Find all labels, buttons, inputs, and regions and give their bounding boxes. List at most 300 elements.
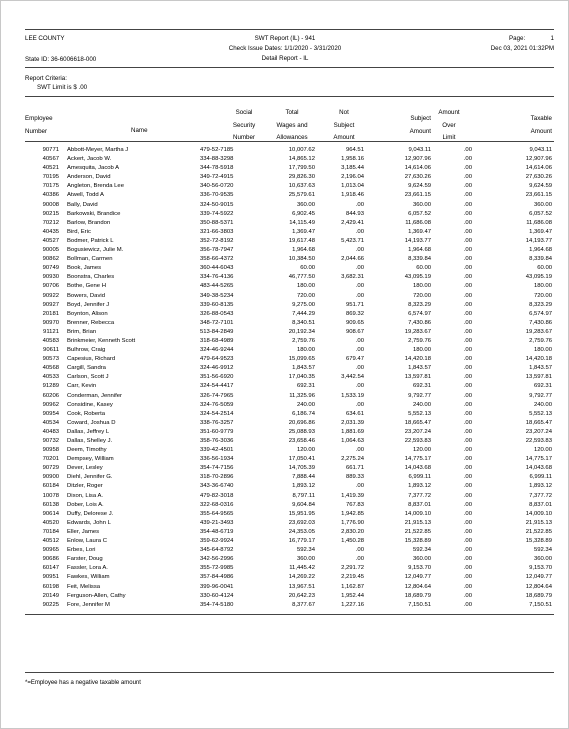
taxable-amount: 12,804.64 bbox=[525, 583, 552, 590]
taxable-amount: 6,057.52 bbox=[529, 210, 552, 217]
employee-number: 90962 bbox=[42, 401, 59, 408]
subject-amount: 14,614.06 bbox=[404, 165, 431, 172]
amount-over-limit: .00 bbox=[463, 410, 472, 417]
not-subject-amount: 679.47 bbox=[345, 356, 364, 363]
not-subject-amount: 2,830.20 bbox=[341, 528, 364, 535]
col-header-taxable: Taxable Amount bbox=[530, 115, 552, 135]
ssn: 318-68-4989 bbox=[200, 337, 234, 344]
employee-name: Carr, Kevin bbox=[67, 383, 97, 390]
table-row bbox=[25, 537, 554, 546]
employee-number: 90749 bbox=[42, 265, 59, 272]
not-subject-amount: 1,227.16 bbox=[341, 601, 364, 608]
table-row bbox=[25, 228, 554, 237]
employee-number: 70201 bbox=[42, 456, 59, 463]
employee-name: Anderson, David bbox=[67, 174, 111, 181]
total-wages: 8,797.11 bbox=[292, 492, 315, 499]
not-subject-amount: 2,219.45 bbox=[341, 574, 364, 581]
not-subject-amount: 2,429.41 bbox=[341, 219, 364, 226]
employee-name: Abbott-Meyer, Martha J bbox=[67, 147, 129, 153]
employee-name: Diehl, Jennifer G. bbox=[67, 474, 113, 481]
subject-amount: 2,759.76 bbox=[408, 337, 431, 344]
header-top-rule bbox=[25, 29, 554, 30]
subject-amount: 592.34 bbox=[412, 547, 431, 554]
print-timestamp: Dec 03, 2021 01:32PM bbox=[490, 45, 554, 52]
subject-amount: 720.00 bbox=[412, 292, 431, 299]
taxable-amount: 23,661.15 bbox=[525, 192, 552, 199]
total-wages: 180.00 bbox=[296, 283, 315, 290]
subject-amount: 14,193.77 bbox=[404, 237, 431, 244]
employee-number: 90573 bbox=[42, 356, 59, 363]
subject-amount: 6,574.97 bbox=[408, 310, 431, 317]
not-subject-amount: 2,044.66 bbox=[341, 256, 364, 263]
amount-over-limit: .00 bbox=[463, 428, 472, 435]
total-wages: 9,604.84 bbox=[292, 501, 315, 508]
not-subject-amount: 889.33 bbox=[345, 474, 364, 481]
table-row bbox=[25, 455, 554, 464]
table-row bbox=[25, 201, 554, 210]
employee-number: 20181 bbox=[42, 310, 59, 317]
not-subject-amount: 1,952.44 bbox=[341, 592, 364, 599]
taxable-amount: 19,283.67 bbox=[525, 328, 552, 335]
ssn: 324-46-9244 bbox=[200, 347, 234, 354]
employee-name: Atwell, Todd A bbox=[67, 192, 104, 199]
total-wages: 15,099.65 bbox=[288, 356, 315, 363]
employee-number: 90958 bbox=[42, 447, 59, 454]
footer-rule bbox=[25, 672, 554, 673]
ssn: 334-76-4136 bbox=[200, 274, 234, 281]
total-wages: 1,369.47 bbox=[292, 228, 315, 235]
employee-number: 90954 bbox=[42, 410, 59, 417]
employee-number: 90927 bbox=[42, 301, 59, 308]
ssn: 350-88-5371 bbox=[200, 219, 234, 226]
ssn: 340-56-0720 bbox=[200, 183, 234, 190]
total-wages: 720.00 bbox=[296, 292, 315, 299]
subject-amount: 60.00 bbox=[416, 265, 431, 272]
col-header-total-wages: Total Wages and Allowances bbox=[276, 109, 308, 141]
subject-amount: 23,661.15 bbox=[404, 192, 431, 199]
amount-over-limit: .00 bbox=[463, 328, 472, 335]
total-wages: 8,340.51 bbox=[292, 319, 315, 326]
total-wages: 10,007.62 bbox=[288, 147, 315, 153]
not-subject-amount: 1,533.19 bbox=[341, 392, 364, 399]
total-wages: 692.31 bbox=[296, 383, 315, 390]
amount-over-limit: .00 bbox=[463, 447, 472, 454]
ssn: 321-66-3803 bbox=[200, 228, 234, 235]
total-wages: 360.00 bbox=[296, 201, 315, 208]
ssn: 351-60-9779 bbox=[200, 428, 234, 435]
amount-over-limit: .00 bbox=[463, 583, 472, 590]
ssn: 358-76-3036 bbox=[200, 438, 234, 444]
employee-name: Bollman, Carmen bbox=[67, 256, 113, 263]
amount-over-limit: .00 bbox=[463, 183, 472, 190]
taxable-amount: 12,907.96 bbox=[525, 156, 552, 163]
subject-amount: 23,207.24 bbox=[404, 428, 431, 435]
employee-name: Deem, Timothy bbox=[67, 447, 107, 454]
taxable-amount: 7,150.51 bbox=[529, 601, 552, 608]
employee-name: Bulhrow, Craig bbox=[67, 347, 106, 354]
org-name: LEE COUNTY bbox=[25, 35, 65, 42]
taxable-amount: 22,593.83 bbox=[525, 438, 552, 444]
taxable-amount: 180.00 bbox=[533, 347, 552, 354]
table-row bbox=[25, 564, 554, 573]
not-subject-amount: 1,013.04 bbox=[341, 183, 364, 190]
ssn: 322-68-0316 bbox=[200, 501, 234, 508]
employee-number: 40386 bbox=[42, 192, 59, 199]
employee-name: Edwards, John L bbox=[67, 519, 111, 526]
table-row bbox=[25, 319, 554, 328]
employee-number: 91289 bbox=[42, 383, 59, 390]
subject-amount: 180.00 bbox=[412, 283, 431, 290]
employee-name: Dever, Lesley bbox=[67, 465, 103, 472]
table-row bbox=[25, 255, 554, 264]
employee-number: 90729 bbox=[42, 465, 59, 472]
not-subject-amount: 634.61 bbox=[345, 410, 364, 417]
table-row bbox=[25, 355, 554, 364]
ssn: 339-60-8135 bbox=[200, 301, 234, 308]
table-row bbox=[25, 282, 554, 291]
employee-number: 70212 bbox=[42, 219, 59, 226]
employee-name: Duffy, Delorese J. bbox=[67, 510, 114, 517]
taxable-amount: 27,630.26 bbox=[525, 174, 552, 181]
employee-number: 90965 bbox=[42, 547, 59, 554]
table-row bbox=[25, 328, 554, 337]
ssn: 359-62-9924 bbox=[200, 538, 234, 545]
total-wages: 60.00 bbox=[300, 265, 315, 272]
total-wages: 1,893.12 bbox=[292, 483, 315, 490]
employee-name: Boonstra, Charles bbox=[67, 274, 115, 281]
employee-name: Brenner, Rebecca bbox=[67, 319, 115, 326]
amount-over-limit: .00 bbox=[463, 556, 472, 563]
employee-name: Bird, Eric bbox=[67, 228, 91, 235]
employee-number: 70184 bbox=[42, 528, 59, 535]
employee-name: Barkowski, Brandice bbox=[67, 210, 121, 217]
employee-name: Book, James bbox=[67, 265, 102, 272]
table-row bbox=[25, 446, 554, 455]
taxable-amount: 43,095.19 bbox=[525, 274, 552, 281]
table-row bbox=[25, 191, 554, 200]
table-row bbox=[25, 273, 554, 282]
employee-name: Considine, Kasey bbox=[67, 401, 113, 408]
table-row bbox=[25, 164, 554, 173]
not-subject-amount: 1,958.16 bbox=[341, 156, 364, 163]
table-row bbox=[25, 373, 554, 382]
employee-number: 40534 bbox=[42, 419, 59, 426]
not-subject-amount: .00 bbox=[355, 201, 364, 208]
ssn: 343-36-6740 bbox=[200, 483, 234, 490]
amount-over-limit: .00 bbox=[463, 528, 472, 535]
ssn: 324-50-9015 bbox=[200, 201, 234, 208]
table-row bbox=[25, 437, 554, 446]
taxable-amount: 1,964.68 bbox=[529, 247, 552, 254]
table-row bbox=[25, 382, 554, 391]
amount-over-limit: .00 bbox=[463, 519, 472, 526]
taxable-amount: 2,759.76 bbox=[529, 337, 552, 344]
amount-over-limit: .00 bbox=[463, 456, 472, 463]
employee-number: 60184 bbox=[42, 483, 59, 490]
ssn: 355-72-9985 bbox=[200, 565, 234, 572]
subject-amount: 14,043.68 bbox=[404, 465, 431, 472]
amount-over-limit: .00 bbox=[463, 538, 472, 545]
taxable-amount: 6,574.97 bbox=[529, 310, 552, 317]
total-wages: 23,658.46 bbox=[288, 438, 315, 444]
subject-amount: 9,043.11 bbox=[408, 147, 431, 153]
table-row bbox=[25, 173, 554, 182]
total-wages: 15,951.95 bbox=[288, 510, 315, 517]
total-wages: 20,192.34 bbox=[288, 328, 315, 335]
total-wages: 20,642.23 bbox=[288, 592, 315, 599]
not-subject-amount: 2,275.24 bbox=[341, 456, 364, 463]
table-row bbox=[25, 482, 554, 491]
ssn: 334-88-3298 bbox=[200, 156, 234, 163]
table-row bbox=[25, 410, 554, 419]
subject-amount: 9,792.77 bbox=[408, 392, 431, 399]
subject-amount: 8,339.84 bbox=[408, 256, 431, 263]
table-row bbox=[25, 428, 554, 437]
taxable-amount: 14,009.10 bbox=[525, 510, 552, 517]
not-subject-amount: 869.32 bbox=[345, 310, 364, 317]
ssn: 330-60-4124 bbox=[200, 592, 234, 599]
subject-amount: 15,328.89 bbox=[404, 538, 431, 545]
employee-number: 40533 bbox=[42, 374, 59, 381]
employee-name: Dallas, Jeffrey L bbox=[67, 428, 110, 435]
ssn: 344-78-5918 bbox=[200, 165, 234, 172]
taxable-amount: 11,686.08 bbox=[526, 219, 552, 226]
total-wages: 240.00 bbox=[296, 401, 315, 408]
amount-over-limit: .00 bbox=[463, 292, 472, 299]
total-wages: 10,384.50 bbox=[288, 256, 315, 263]
table-end-rule bbox=[25, 614, 554, 615]
report-criteria-label: Report Criteria: bbox=[25, 75, 67, 82]
amount-over-limit: .00 bbox=[463, 474, 472, 481]
total-wages: 11,445.42 bbox=[289, 565, 315, 572]
table-row bbox=[25, 519, 554, 528]
subject-amount: 692.31 bbox=[412, 383, 431, 390]
not-subject-amount: 2,291.72 bbox=[341, 565, 364, 572]
col-header-over-limit: Amount Over Limit bbox=[438, 109, 460, 141]
taxable-amount: 592.34 bbox=[533, 547, 552, 554]
table-row bbox=[25, 573, 554, 582]
total-wages: 7,444.29 bbox=[292, 310, 315, 317]
footer-note: *=Employee has a negative taxable amount bbox=[25, 680, 141, 686]
not-subject-amount: .00 bbox=[355, 556, 364, 563]
employee-number: 90686 bbox=[42, 556, 59, 563]
employee-number: 90930 bbox=[42, 274, 59, 281]
taxable-amount: 5,552.13 bbox=[529, 410, 552, 417]
total-wages: 24,353.05 bbox=[288, 528, 315, 535]
amount-over-limit: .00 bbox=[463, 337, 472, 344]
amount-over-limit: .00 bbox=[463, 210, 472, 217]
employee-name: Barlow, Brandon bbox=[67, 219, 111, 226]
employee-number: 10078 bbox=[42, 492, 59, 499]
taxable-amount: 18,665.47 bbox=[525, 419, 552, 426]
ssn: 345-64-8792 bbox=[200, 547, 234, 554]
table-row bbox=[25, 210, 554, 219]
total-wages: 10,637.63 bbox=[288, 183, 315, 190]
taxable-amount: 1,369.47 bbox=[529, 228, 552, 235]
table-row bbox=[25, 146, 554, 155]
total-wages: 2,759.76 bbox=[292, 337, 315, 344]
taxable-amount: 23,207.24 bbox=[525, 428, 552, 435]
employee-name: Eller, James bbox=[67, 528, 100, 535]
employee-name: Boynton, Alison bbox=[67, 310, 108, 317]
subject-amount: 9,624.59 bbox=[408, 183, 431, 190]
employee-name: Conderman, Jennifer bbox=[67, 392, 123, 399]
total-wages: 29,826.30 bbox=[288, 174, 315, 181]
employee-name: Brinkmeier, Kenneth Scott bbox=[67, 337, 136, 344]
employee-number: 90706 bbox=[42, 283, 59, 290]
ssn: 318-70-2896 bbox=[200, 474, 234, 481]
table-row bbox=[25, 264, 554, 273]
subject-amount: 9,153.70 bbox=[408, 565, 431, 572]
table-row bbox=[25, 492, 554, 501]
subject-amount: 7,377.72 bbox=[408, 492, 431, 499]
subject-amount: 240.00 bbox=[412, 401, 431, 408]
taxable-amount: 14,775.17 bbox=[525, 456, 552, 463]
taxable-amount: 9,153.70 bbox=[529, 565, 552, 572]
taxable-amount: 9,043.11 bbox=[529, 147, 552, 153]
not-subject-amount: 1,450.28 bbox=[341, 538, 364, 545]
ssn: 324-46-9912 bbox=[200, 365, 234, 372]
ssn: 326-74-7965 bbox=[200, 392, 234, 399]
subject-amount: 1,843.57 bbox=[408, 365, 431, 372]
employee-number: 40583 bbox=[42, 337, 59, 344]
employee-number: 90900 bbox=[42, 474, 59, 481]
amount-over-limit: .00 bbox=[463, 465, 472, 472]
table-row bbox=[25, 510, 554, 519]
not-subject-amount: 951.71 bbox=[345, 301, 364, 308]
total-wages: 23,692.03 bbox=[288, 519, 315, 526]
amount-over-limit: .00 bbox=[463, 601, 472, 608]
subject-amount: 7,430.86 bbox=[408, 319, 431, 326]
employee-number: 70195 bbox=[42, 174, 59, 181]
ssn: 356-78-7947 bbox=[200, 247, 234, 254]
not-subject-amount: 1,942.85 bbox=[341, 510, 364, 517]
total-wages: 16,779.17 bbox=[288, 538, 315, 545]
total-wages: 11,325.96 bbox=[289, 392, 315, 399]
not-subject-amount: .00 bbox=[355, 337, 364, 344]
not-subject-amount: .00 bbox=[355, 547, 364, 554]
not-subject-amount: 1,064.63 bbox=[341, 438, 364, 444]
ssn: 348-72-7101 bbox=[200, 319, 234, 326]
not-subject-amount: 2,196.04 bbox=[341, 174, 364, 181]
amount-over-limit: .00 bbox=[463, 283, 472, 290]
amount-over-limit: .00 bbox=[463, 401, 472, 408]
total-wages: 46,777.50 bbox=[288, 274, 315, 281]
amount-over-limit: .00 bbox=[463, 356, 472, 363]
employee-number: 60198 bbox=[42, 583, 59, 590]
table-row bbox=[25, 292, 554, 301]
total-wages: 592.34 bbox=[296, 547, 315, 554]
amount-over-limit: .00 bbox=[463, 274, 472, 281]
col-header-employee-number: Employee Number bbox=[25, 115, 53, 135]
employee-number: 90614 bbox=[42, 510, 59, 517]
taxable-amount: 8,837.01 bbox=[529, 501, 552, 508]
taxable-amount: 14,043.68 bbox=[525, 465, 552, 472]
amount-over-limit: .00 bbox=[463, 174, 472, 181]
report-subtitle: Detail Report - IL bbox=[261, 55, 309, 62]
employee-name: Feit, Melissa bbox=[67, 583, 101, 590]
employee-number: 40435 bbox=[42, 228, 59, 235]
taxable-amount: 12,049.77 bbox=[525, 574, 552, 581]
amount-over-limit: .00 bbox=[463, 219, 472, 226]
amount-over-limit: .00 bbox=[463, 310, 472, 317]
not-subject-amount: 964.51 bbox=[345, 147, 364, 153]
total-wages: 120.00 bbox=[296, 447, 315, 454]
total-wages: 1,843.57 bbox=[292, 365, 315, 372]
ssn: 349-38-5234 bbox=[200, 292, 234, 299]
state-id: State ID: 36-6006618-000 bbox=[25, 56, 97, 63]
amount-over-limit: .00 bbox=[463, 237, 472, 244]
taxable-amount: 1,843.57 bbox=[529, 365, 552, 372]
subject-amount: 1,893.12 bbox=[408, 483, 431, 490]
employee-name: Erbes, Lori bbox=[67, 547, 96, 554]
employee-name: Capesius, Richard bbox=[67, 356, 116, 363]
amount-over-limit: .00 bbox=[463, 492, 472, 499]
not-subject-amount: .00 bbox=[355, 447, 364, 454]
table-row bbox=[25, 237, 554, 246]
employee-number: 90611 bbox=[43, 347, 59, 354]
employee-number: 90732 bbox=[42, 438, 59, 444]
taxable-amount: 21,522.85 bbox=[525, 528, 552, 535]
taxable-amount: 21,915.13 bbox=[525, 519, 552, 526]
total-wages: 14,865.12 bbox=[288, 156, 315, 163]
subject-amount: 120.00 bbox=[412, 447, 431, 454]
total-wages: 17,040.35 bbox=[288, 374, 315, 381]
amount-over-limit: .00 bbox=[463, 156, 472, 163]
employee-name: Dixon, Lisa A. bbox=[67, 492, 104, 499]
subject-amount: 1,369.47 bbox=[408, 228, 431, 235]
not-subject-amount: .00 bbox=[355, 401, 364, 408]
employee-number: 70175 bbox=[42, 183, 59, 190]
taxable-amount: 9,624.59 bbox=[529, 183, 552, 190]
amount-over-limit: .00 bbox=[463, 483, 472, 490]
check-issue-dates: Check Issue Dates: 1/1/2020 - 3/31/2020 bbox=[228, 45, 342, 52]
employee-name: Bowers, David bbox=[67, 292, 105, 299]
employee-number: 90922 bbox=[42, 292, 59, 299]
not-subject-amount: 2,031.39 bbox=[341, 419, 364, 426]
not-subject-amount: .00 bbox=[355, 347, 364, 354]
employee-number: 90862 bbox=[42, 256, 59, 263]
total-wages: 8,377.67 bbox=[292, 601, 315, 608]
employee-name: Ferguson-Allen, Cathy bbox=[67, 592, 126, 599]
not-subject-amount: 1,881.69 bbox=[341, 428, 364, 435]
table-row bbox=[25, 473, 554, 482]
employee-number: 60206 bbox=[42, 392, 59, 399]
table-row bbox=[25, 583, 554, 592]
employee-name: Dober, Lois A. bbox=[67, 501, 104, 508]
employee-name: Bally, David bbox=[67, 201, 98, 208]
taxable-amount: 120.00 bbox=[533, 447, 552, 454]
ssn: 479-82-3018 bbox=[200, 492, 234, 499]
employee-name: Dempsey, William bbox=[67, 456, 114, 463]
taxable-amount: 8,339.84 bbox=[529, 256, 552, 263]
taxable-amount: 15,328.89 bbox=[525, 538, 552, 545]
subject-amount: 11,686.08 bbox=[405, 219, 431, 226]
amount-over-limit: .00 bbox=[463, 301, 472, 308]
table-row bbox=[25, 592, 554, 601]
total-wages: 14,269.22 bbox=[288, 574, 315, 581]
subject-amount: 14,420.18 bbox=[404, 356, 431, 363]
page-number: 1 bbox=[550, 35, 554, 42]
employee-name: Boyd, Jennifer J bbox=[67, 301, 110, 308]
subject-amount: 360.00 bbox=[412, 556, 431, 563]
ssn: 358-66-4372 bbox=[200, 256, 234, 263]
amount-over-limit: .00 bbox=[463, 383, 472, 390]
subject-amount: 7,150.51 bbox=[408, 601, 431, 608]
table-row bbox=[25, 337, 554, 346]
employee-number: 40520 bbox=[42, 519, 59, 526]
taxable-amount: 60.00 bbox=[537, 265, 552, 272]
